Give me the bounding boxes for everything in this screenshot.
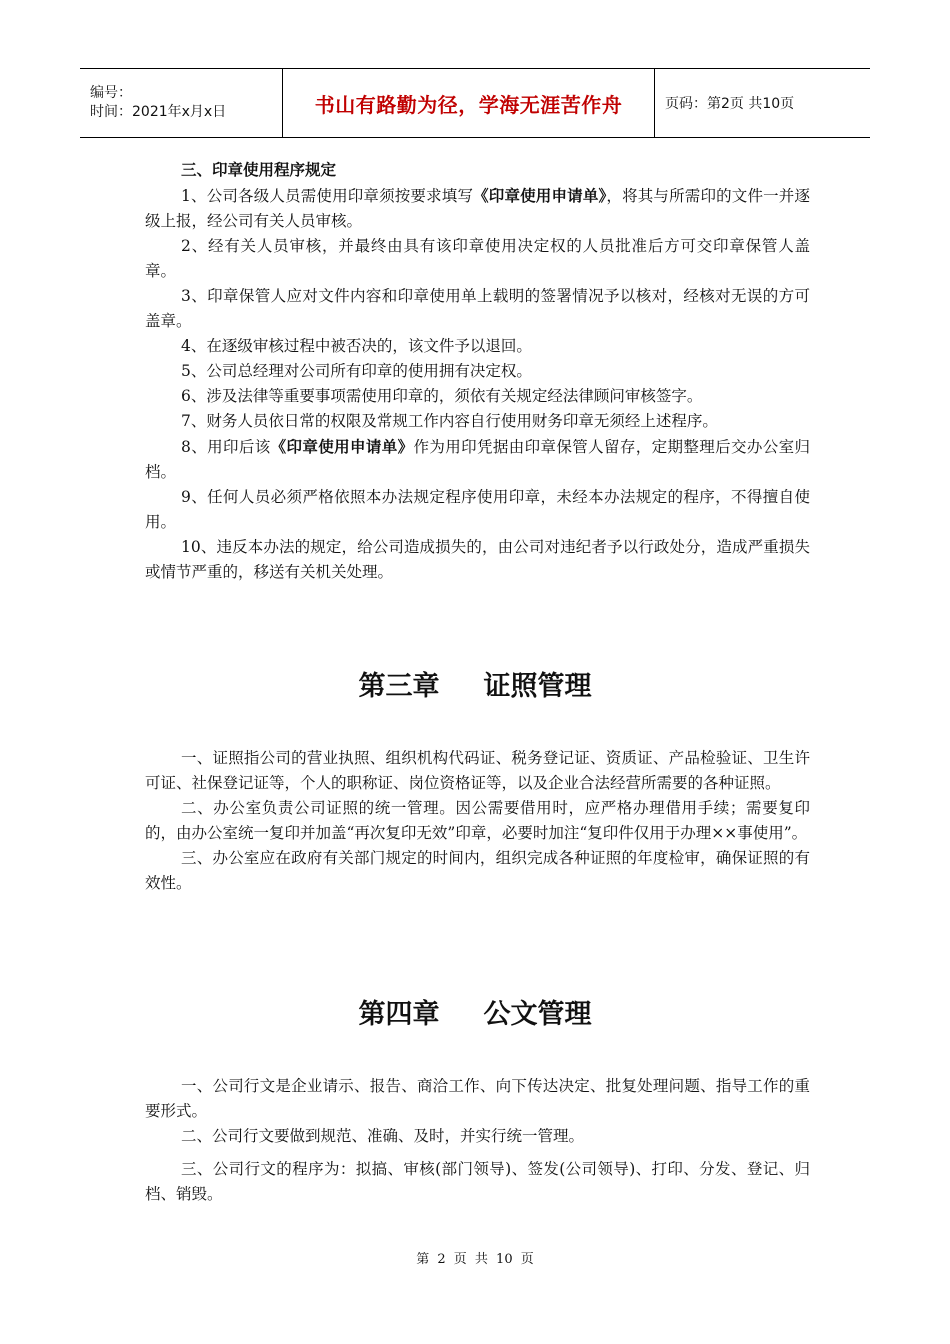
list-item: 3、印章保管人应对文件内容和印章使用单上载明的签署情况予以核对，经核对无误的方可盖章。 — [145, 287, 810, 330]
list-item: 6、涉及法律等重要事项需使用印章的，须依有关规定经法律顾问审核签字。 — [181, 387, 703, 405]
paragraph: 三、公司行文的程序为：拟搞、审核(部门领导)、签发(公司领导)、打印、分发、登记、归档、销毁。 — [145, 1160, 810, 1203]
list-item: 1、公司各级人员需使用印章须按要求填写《印章使用申请单》，将其与所需印的文件一并逐级上报，经公司有关人员审核。 — [145, 186, 810, 230]
chapter-4-title — [0, 992, 950, 1031]
list-item: 2、经有关人员审核，并最终由具有该印章使用决定权的人员批准后方可交印章保管人盖章。 — [145, 237, 810, 280]
header-meta — [80, 69, 282, 137]
header-motto-cell — [282, 69, 655, 137]
section-heading: 三、印章使用程序规定 — [181, 161, 337, 179]
serial-label: 编号： — [90, 85, 132, 101]
paragraph: 二、办公室负责公司证照的统一管理。因公需要借用时，应严格办理借用手续；需要复印的，由办公室统一复印并加盖“再次复印无效”印章，必要时加注“复印件仅用于办理××事使用”。 — [145, 799, 810, 842]
list-item: 7、财务人员依日常的权限及常规工作内容自行使用财务印章无须经上述程序。 — [181, 412, 718, 430]
chapter-3-title — [0, 664, 950, 703]
list-item: 9、任何人员必须严格依照本办法规定程序使用印章，未经本办法规定的程序，不得擅自使用。 — [145, 488, 810, 531]
chapter-number: 第三章 — [358, 671, 440, 702]
seal-procedure-section — [145, 158, 810, 585]
page-header — [80, 68, 870, 138]
list-item: 8、用印后该《印章使用申请单》作为用印凭据由印章保管人留存，定期整理后交办公室归档。 — [145, 437, 810, 481]
paragraph: 一、公司行文是企业请示、报告、商洽工作、向下传达决定、批复处理问题、指导工作的重要形式。 — [145, 1077, 810, 1120]
paragraph: 三、办公室应在政府有关部门规定的时间内，组织完成各种证照的年度检审，确保证照的有效性。 — [145, 849, 810, 892]
header-page-cell — [655, 69, 870, 137]
page-footer: 第 2 页 共 10 页 — [416, 1252, 534, 1267]
chapter-4-body — [145, 1074, 810, 1207]
list-item: 10、违反本办法的规定，给公司造成损失的，由公司对违纪者予以行政处分，造成严重损失或情节严重的，移送有关机关处理。 — [145, 538, 810, 581]
time-label: 时间：2021年x月x日 — [90, 104, 227, 120]
chapter-name: 公文管理 — [483, 999, 592, 1030]
chapter-name: 证照管理 — [483, 671, 592, 702]
chapter-3-body — [145, 746, 810, 896]
seal-procedure-list — [145, 183, 810, 585]
list-item: 5、公司总经理对公司所有印章的使用拥有决定权。 — [181, 362, 532, 380]
paragraph: 二、公司行文要做到规范、准确、及时，并实行统一管理。 — [181, 1127, 585, 1145]
header-motto: 书山有路勤为径，学海无涯苦作舟 — [314, 92, 623, 117]
chapter-number: 第四章 — [358, 999, 440, 1030]
list-item: 4、在逐级审核过程中被否决的，该文件予以退回。 — [181, 337, 532, 355]
paragraph: 一、证照指公司的营业执照、组织机构代码证、税务登记证、资质证、产品检验证、卫生许可证、社保登记证等，个人的职称证、岗位资格证等，以及企业合法经营所需要的各种证照。 — [145, 749, 810, 792]
header-page-info: 页码：第2页 共10页 — [665, 96, 795, 112]
